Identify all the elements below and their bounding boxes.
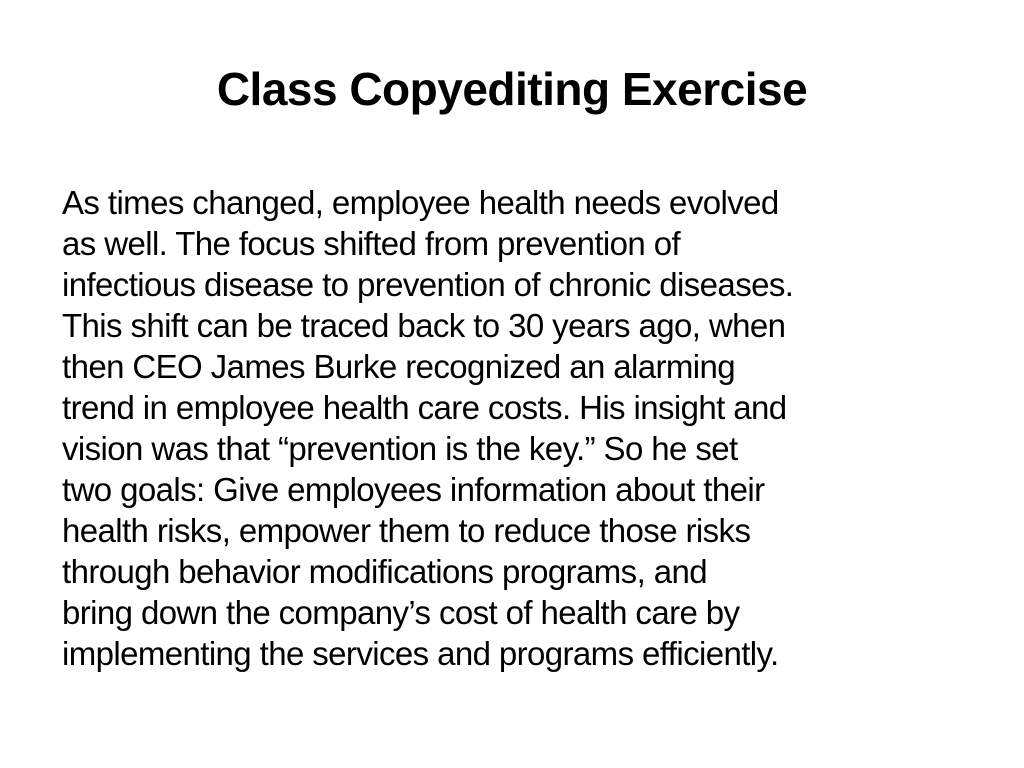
body-line: infectious disease to prevention of chronic diseases. <box>62 266 794 303</box>
body-line: then CEO James Burke recognized an alarming <box>62 348 736 385</box>
body-line: bring down the company’s cost of health care by <box>62 594 740 631</box>
slide-title: Class Copyediting Exercise <box>216 63 808 115</box>
body-line: two goals: Give employees information about their <box>62 471 765 508</box>
body-line: trend in employee health care costs. His insight and <box>62 389 787 426</box>
slide-body-text <box>62 182 982 674</box>
body-line: through behavior modifications programs, and <box>62 553 707 590</box>
body-line: This shift can be traced back to 30 years ago, when <box>62 307 786 344</box>
body-line: as well. The focus shifted from prevention of <box>62 225 681 262</box>
body-line: health risks, empower them to reduce those risks <box>62 512 751 549</box>
body-line: vision was that “prevention is the key.” So he set <box>62 430 738 467</box>
body-line: As times changed, employee health needs evolved <box>62 184 779 221</box>
body-line: implementing the services and programs efficiently. <box>62 635 779 672</box>
